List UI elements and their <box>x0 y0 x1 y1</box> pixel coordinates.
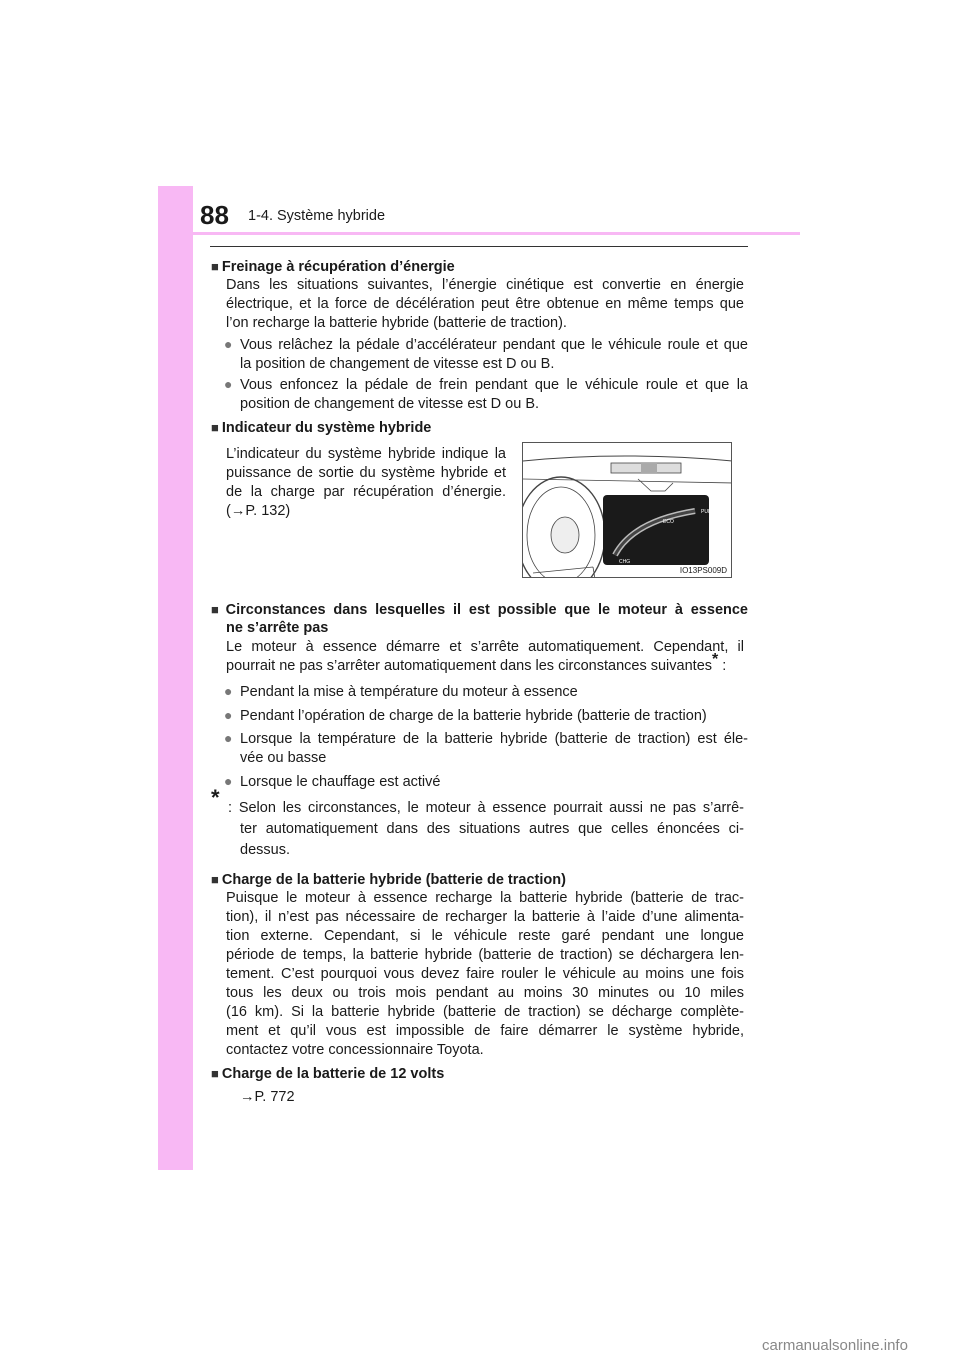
charge-para-line: tion externe. Cependant, si le véhicule reste garé pendant une longue <box>226 928 744 944</box>
freinage-bullet-line: Vous relâchez la pédale d’accélérateur pendant que le véhicule roule et que <box>240 337 748 353</box>
circonstances-para-line-2: pourrait ne pas s’arrêter automatiquement dans les circonstances suivantes* : <box>226 651 727 674</box>
heading-charge-hybride: ■ Charge de la batterie hybride (batterie de traction) <box>211 872 566 888</box>
header-accent-line <box>193 232 800 235</box>
bullet-icon: ● <box>224 683 233 699</box>
figure-label-puiss: PUISS. <box>701 509 718 515</box>
charge-para-line: tement. C’est pourquoi vous devez faire rouler le véhicule au moins une fois <box>226 966 744 982</box>
indicateur-para-line: puissance de sortie du système hybride et <box>226 465 506 481</box>
indicateur-para-line: (→P. 132) <box>226 503 291 519</box>
bullet-icon: ● <box>224 730 233 746</box>
freinage-bullet-line: la position de changement de vitesse est D ou B. <box>240 356 555 372</box>
bullet-icon: ● <box>224 707 233 723</box>
freinage-bullet-line: Vous enfoncez la pédale de frein pendant que le véhicule roule et que la <box>240 377 748 393</box>
figure-id-label: IO13PS009D <box>679 566 727 575</box>
freinage-bullet-line: position de changement de vitesse est D ou B. <box>240 396 540 412</box>
bullet-icon: ● <box>224 336 233 352</box>
indicateur-para-line: de la charge par récupération d’énergie. <box>226 484 506 500</box>
circonstances-bullet: Lorsque la température de la batterie hybride (batterie de traction) est éle- <box>240 731 748 747</box>
heading-circonstances: ■ Circonstances dans lesquelles il est possible que le moteur à essence <box>211 602 748 618</box>
heading-charge-12v: ■ Charge de la batterie de 12 volts <box>211 1066 445 1082</box>
freinage-para-line: l’on recharge la batterie hybride (batterie de traction). <box>226 315 567 331</box>
bullet-icon: ● <box>224 773 233 789</box>
footnote-star: * <box>712 651 719 669</box>
charge-para-line: tous les deux ou trois mois pendant au moins 30 minutes ou 10 miles <box>226 985 744 1001</box>
charge-para-line: (16 km). Si la batterie hybride (batterie de traction) se décharge complète- <box>226 1004 744 1020</box>
note-line: dessus. <box>240 842 290 858</box>
header-rule <box>210 246 748 247</box>
circonstances-bullet: Lorsque le chauffage est activé <box>240 774 441 790</box>
bullet-icon: ● <box>224 376 233 392</box>
section-title: 1-4. Système hybride <box>248 208 386 224</box>
page-reference-link[interactable]: →P. 772 <box>240 1089 295 1105</box>
charge-para-line: tion), il n’est pas nécessaire de recharger la batterie à l’aide d’une alimenta- <box>226 909 744 925</box>
freinage-para-line: électrique, et la force de décélération peut être obtenue en même temps que <box>226 296 744 312</box>
square-marker-icon: ■ <box>211 1066 219 1081</box>
charge-para-line: contactez votre concessionnaire Toyota. <box>226 1042 484 1058</box>
note-star: * <box>211 785 220 810</box>
chapter-side-bar <box>158 186 193 1170</box>
heading-circonstances-line2: ne s’arrête pas <box>226 620 329 636</box>
square-marker-icon: ■ <box>211 872 219 887</box>
circonstances-bullet: Pendant la mise à température du moteur à essence <box>240 684 578 700</box>
page-number: 88 <box>200 200 229 230</box>
footer-watermark: carmanualsonline.info <box>762 1337 908 1354</box>
figure-label-eco: ECO <box>663 519 674 525</box>
note-line: ter automatiquement dans des situations autres que celles énoncées ci- <box>240 821 744 837</box>
figure-label-chg: CHG <box>619 559 631 565</box>
circonstances-para-line: Le moteur à essence démarre et s’arrête automatiquement. Cependant, il <box>226 639 744 655</box>
charge-para-line: ment et qu’il vous est impossible de faire démarrer le système hybride, <box>226 1023 744 1039</box>
charge-para-line: Puisque le moteur à essence recharge la batterie hybride (batterie de trac- <box>226 890 744 906</box>
square-marker-icon: ■ <box>211 602 223 617</box>
indicateur-para-line: L’indicateur du système hybride indique la <box>226 446 506 462</box>
note-line: : Selon les circonstances, le moteur à essence pourrait aussi ne pas s’arrê- <box>228 800 744 816</box>
hybrid-indicator-figure <box>522 442 732 578</box>
circonstances-bullet-cont: vée ou basse <box>240 750 327 766</box>
circonstances-bullet: Pendant l’opération de charge de la batterie hybride (batterie de traction) <box>240 708 707 724</box>
square-marker-icon: ■ <box>211 420 219 435</box>
freinage-para-line: Dans les situations suivantes, l’énergie cinétique est convertie en énergie <box>226 277 744 293</box>
square-marker-icon: ■ <box>211 259 219 274</box>
heading-freinage: ■ Freinage à récupération d’énergie <box>211 259 455 275</box>
charge-para-line: période de temps, la batterie hybride (batterie de traction) se déchargera len- <box>226 947 744 963</box>
dashboard-illustration <box>523 443 732 578</box>
heading-indicateur: ■ Indicateur du système hybride <box>211 420 432 436</box>
